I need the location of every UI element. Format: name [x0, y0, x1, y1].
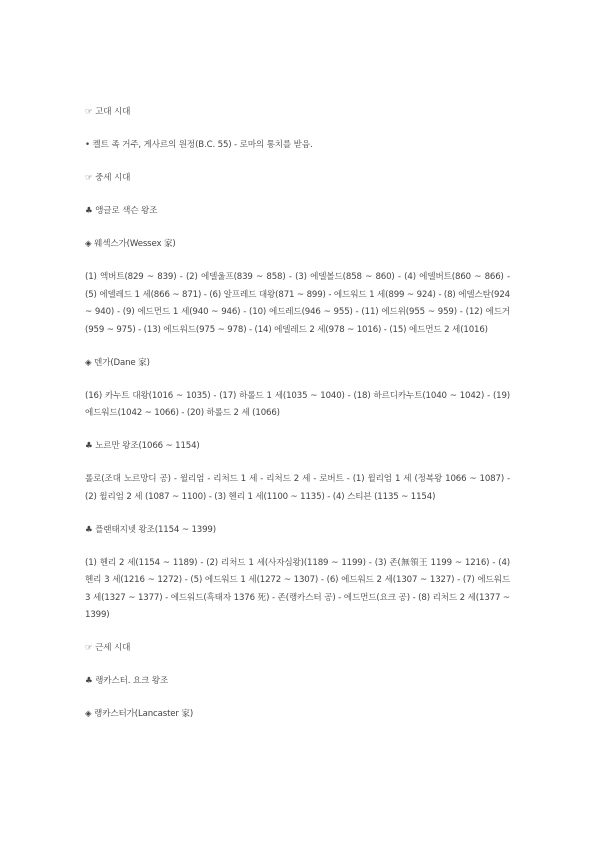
anglo-saxon-dynasty-heading: ♣ 앵글로 색슨 왕조 — [85, 206, 158, 216]
plantagenet-kings-list: (1) 헨리 2 세(1154 ~ 1189) - (2) 리처드 1 세(사자심왕)(1189 ~ 1199) - (3) 존(無領王 1199 ~ 1216) - (4) 헨리 3 세(1216 ~ 1272) - (5) 에드워드 1 세(1272 ~ 1307) - (6) 에드워드 2 세(1307 ~ 1327) - (7) 에드워드 3 세(1327 ~ 1377) - 에드워드(흑태자 1376 死) - 존(랭카스터 공) - 에드먼드(요크 공) - (8) 리처드 2 세(1377 ~ 1399) — [85, 557, 510, 620]
medieval-era-heading: ☞ 중세 시대 — [85, 173, 131, 183]
norman-kings-list: 롤로(조대 노르망디 공) - 윌리엄 - 리처드 1 세 - 리처드 2 세 - 로버트 - (1) 윌리엄 1 세 (정복왕 1066 ~ 1087) - (2) 윌리엄 2 세 (1087 ~ 1100) - (3) 헨리 1 세(1100 ~ 1135) - (4) 스티븐 (1135 ~ 1154) — [85, 474, 510, 502]
ancient-era-heading: ☞ 고대 시대 — [85, 107, 131, 117]
dane-house-heading: ◈ 덴가(Dane 家) — [85, 357, 150, 368]
lancaster-york-dynasty-heading: ♣ 랭카스터. 요크 왕조 — [85, 676, 169, 686]
wessex-house-heading: ◈ 웨섹스가(Wessex 家) — [85, 239, 176, 249]
wessex-kings-list: (1) 엑버트(829 ~ 839) - (2) 에델울프(839 ~ 858) - (3) 에델볼드(858 ~ 860) - (4) 에델버트(860 ~ 866) - (5) 에델레드 1 세(866 ~ 871) - (6) 알프레드 대왕(871 ~ 899) - 에드워드 1 세(899 ~ 924) - (8) 에델스탄(924 ~ 940) - (9) 에드먼드 1 세(940 ~ 946) - (10) 에드레드(946 ~ 955) - (11) 에드위(955 ~ 959) - (12) 에드거(959 ~ 975) - (13) 에드워드(975 ~ 978) - (14) 에델레드 2 세(978 ~ 1016) - (15) 에드먼드 2 세(1016) — [85, 272, 510, 335]
dane-kings-list: (16) 카누트 대왕(1016 ~ 1035) - (17) 하롤드 1 세(1035 ~ 1040) - (18) 하르디카누트(1040 ~ 1042) - (19) 에드워드(1042 ~ 1066) - (20) 하롤드 2 세 (1066) — [85, 390, 510, 418]
document-content — [85, 104, 510, 724]
lancaster-house-heading: ◈ 랭카스터가(Lancaster 家) — [85, 709, 194, 719]
early-modern-era-heading: ☞ 근세 시대 — [85, 643, 131, 653]
norman-dynasty-heading: ♣ 노르만 왕조(1066 ~ 1154) — [85, 441, 200, 451]
ancient-era-text: • 켈트 족 거주, 게사르의 원정(B.C. 55) - 로마의 통치를 받음. — [85, 140, 313, 150]
plantagenet-dynasty-heading: ♣ 플랜태지넷 왕조(1154 ~ 1399) — [85, 524, 216, 535]
